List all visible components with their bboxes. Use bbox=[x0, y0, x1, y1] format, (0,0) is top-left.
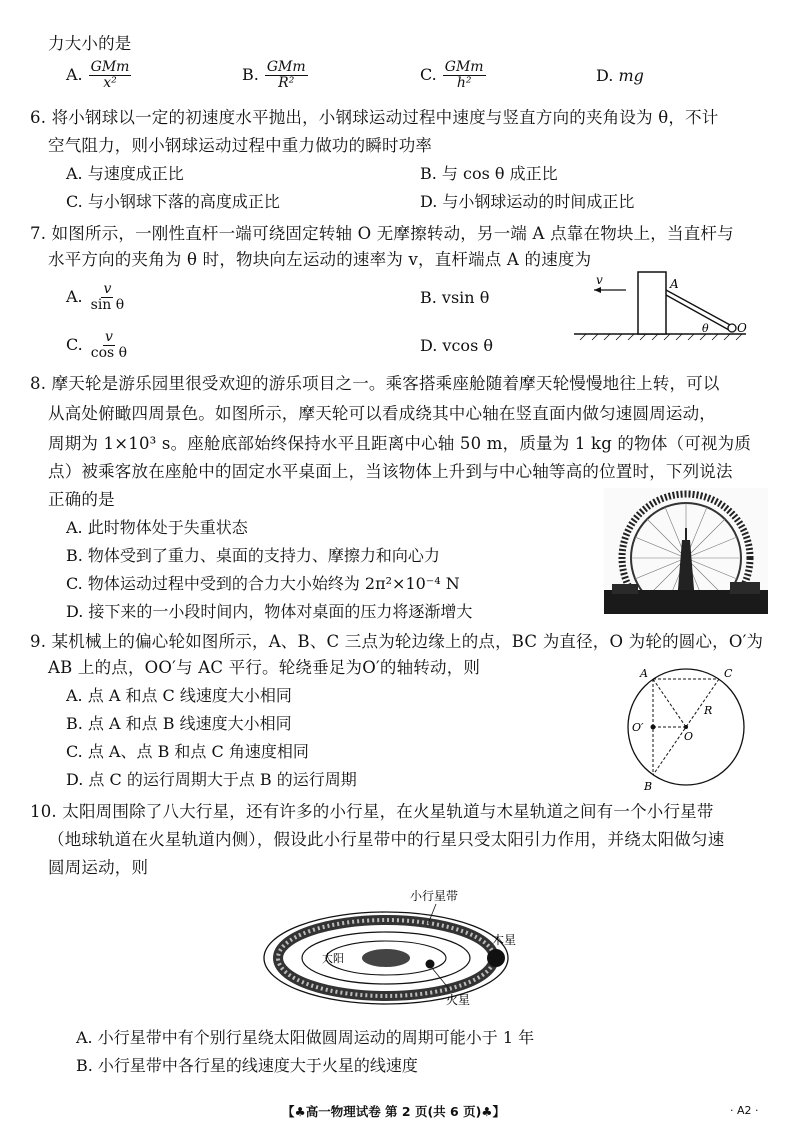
building-left bbox=[612, 584, 638, 594]
velocity-arrow-head bbox=[594, 287, 601, 293]
q8-ferris-wheel-photo bbox=[604, 488, 768, 614]
q6-stem-line2: 空气阻力，则小钢球运动过程中重力做功的瞬时功率 bbox=[48, 136, 433, 155]
label-theta: θ bbox=[702, 322, 709, 335]
label-v: v bbox=[596, 273, 603, 287]
q7-rod-block-figure bbox=[570, 268, 750, 344]
page-footer: 【♣高一物理试卷 第 2 页(共 6 页)♣】 bbox=[282, 1104, 505, 1119]
q8-option-d: D. 接下来的一小段时间内，物体对桌面的压力将逐渐增大 bbox=[66, 602, 473, 621]
label-mars: 火星 bbox=[446, 993, 471, 1007]
q6-option-c: C. 与小钢球下落的高度成正比 bbox=[66, 192, 280, 211]
q8-stem-line2: 从高处俯瞰四周景色。如图所示，摩天轮可以看成绕其中心轴在竖直面内做匀速圆周运动， bbox=[48, 404, 716, 423]
rod-edge-top bbox=[666, 290, 732, 326]
q9-stem-line1: 9. 某机械上的偏心轮如图所示，A、B、C 三点为轮边缘上的点，BC 为直径，O 为轮的圆心，O′为 bbox=[30, 632, 764, 651]
q7-stem-line1: 7. 如图所示，一刚性直杆一端可绕固定转轴 O 无摩擦转动，另一端 A 点靠在物块上，当直杆与 bbox=[30, 224, 734, 243]
q9-option-c: C. 点 A、点 B 和点 C 角速度相同 bbox=[66, 742, 309, 761]
q9-eccentric-wheel-figure bbox=[612, 658, 762, 792]
label-r: R bbox=[704, 704, 713, 717]
label-o-prime: O′ bbox=[632, 721, 644, 734]
q8-option-a: A. 此时物体处于失重状态 bbox=[66, 518, 248, 537]
building-right bbox=[730, 582, 760, 594]
point-o-prime bbox=[651, 725, 656, 730]
q6-option-d: D. 与小钢球运动的时间成正比 bbox=[420, 192, 635, 211]
block bbox=[638, 272, 666, 334]
rod-edge-bottom bbox=[666, 295, 729, 330]
jupiter-planet bbox=[487, 949, 505, 967]
q9-option-b: B. 点 A 和点 B 线速度大小相同 bbox=[66, 714, 292, 733]
q6-option-a: A. 与速度成正比 bbox=[66, 164, 184, 183]
q8-stem-line4: 点）被乘客放在座舱中的固定水平桌面上，当该物体上升到与中心轴等高的位置时，下列说法 bbox=[48, 462, 733, 481]
label-a: A bbox=[640, 667, 648, 680]
ground-hatching bbox=[580, 334, 742, 340]
sun bbox=[362, 949, 410, 967]
q10-stem-line3: 圆周运动，则 bbox=[48, 858, 149, 877]
q10-option-a: A. 小行星带中有个别行星绕太阳做圆周运动的周期可能小于 1 年 bbox=[76, 1028, 535, 1047]
label-asteroid-belt: 小行星带 bbox=[410, 889, 459, 903]
label-a: A bbox=[670, 277, 679, 291]
q5-option-a: A. $\frac{\text{GMm}}{\text{x²}}$ bbox=[66, 59, 130, 91]
q5-option-d: D. mg bbox=[596, 66, 644, 85]
q10-solar-orbit-figure bbox=[250, 886, 530, 1012]
q5-option-c: C. $\frac{\text{GMm}}{\text{h²}}$ bbox=[420, 59, 484, 91]
label-o: O bbox=[684, 730, 694, 743]
page-code: · A2 · bbox=[730, 1104, 759, 1117]
q6-option-b: B. 与 cos θ 成正比 bbox=[420, 164, 558, 183]
pivot-o bbox=[728, 324, 736, 332]
q8-option-c: C. 物体运动过程中受到的合力大小始终为 2π²×10⁻⁴ N bbox=[66, 574, 460, 593]
q7-option-d: D. vcos θ bbox=[420, 336, 493, 355]
q7-stem-line2: 水平方向的夹角为 θ 时，物块向左运动的速率为 v，直杆端点 A 的速度为 bbox=[48, 250, 592, 269]
q10-stem-line2: （地球轨道在火星轨道内侧），假设此小行星带中的行星只受太阳引力作用，并绕太阳做匀速 bbox=[48, 830, 725, 849]
q5-tail: 力大小的是 bbox=[48, 34, 132, 53]
label-jupiter: 木星 bbox=[492, 933, 517, 947]
mars-planet bbox=[426, 960, 435, 969]
q5-option-b: B. $\frac{\text{GMm}}{\text{R²}}$ bbox=[242, 59, 306, 91]
q10-stem-line1: 10. 太阳周围除了八大行星，还有许多的小行星，在火星轨道与木星轨道之间有一个小行星带 bbox=[30, 802, 714, 821]
label-sun: 太阳 bbox=[322, 952, 344, 965]
label-c: C bbox=[724, 667, 733, 680]
q10-option-b: B. 小行星带中各行星的线速度大于火星的线速度 bbox=[76, 1056, 418, 1075]
q9-stem-line2: AB 上的点，OO′与 AC 平行。轮绕垂足为O′的轴转动，则 bbox=[48, 658, 481, 677]
label-o: O bbox=[737, 321, 747, 335]
q8-stem-line5: 正确的是 bbox=[48, 490, 115, 509]
q7-option-b: B. vsin θ bbox=[420, 288, 490, 307]
q6-stem-line1: 6. 将小钢球以一定的初速度水平抛出，小钢球运动过程中速度与竖直方向的夹角设为 θ，不计 bbox=[30, 108, 719, 127]
q8-option-b: B. 物体受到了重力、桌面的支持力、摩擦力和向心力 bbox=[66, 546, 440, 565]
q7-option-c: C. $\frac{v}{\text{cos θ}}$ bbox=[66, 329, 128, 361]
q9-option-a: A. 点 A 和点 C 线速度大小相同 bbox=[66, 686, 292, 705]
q8-stem-line3: 周期为 1×10³ s。座舱底部始终保持水平且距离中心轴 50 m，质量为 1 kg 的物体（可视为质 bbox=[48, 434, 752, 453]
point-o bbox=[684, 725, 688, 729]
label-b: B bbox=[644, 780, 653, 792]
q8-stem-line1: 8. 摩天轮是游乐园里很受欢迎的游乐项目之一。乘客搭乘座舱随着摩天轮慢慢地往上转，可以 bbox=[30, 374, 720, 393]
q9-option-d: D. 点 C 的运行周期大于点 B 的运行周期 bbox=[66, 770, 357, 789]
q7-option-a: A. $\frac{v}{\text{sin θ}}$ bbox=[66, 281, 125, 313]
